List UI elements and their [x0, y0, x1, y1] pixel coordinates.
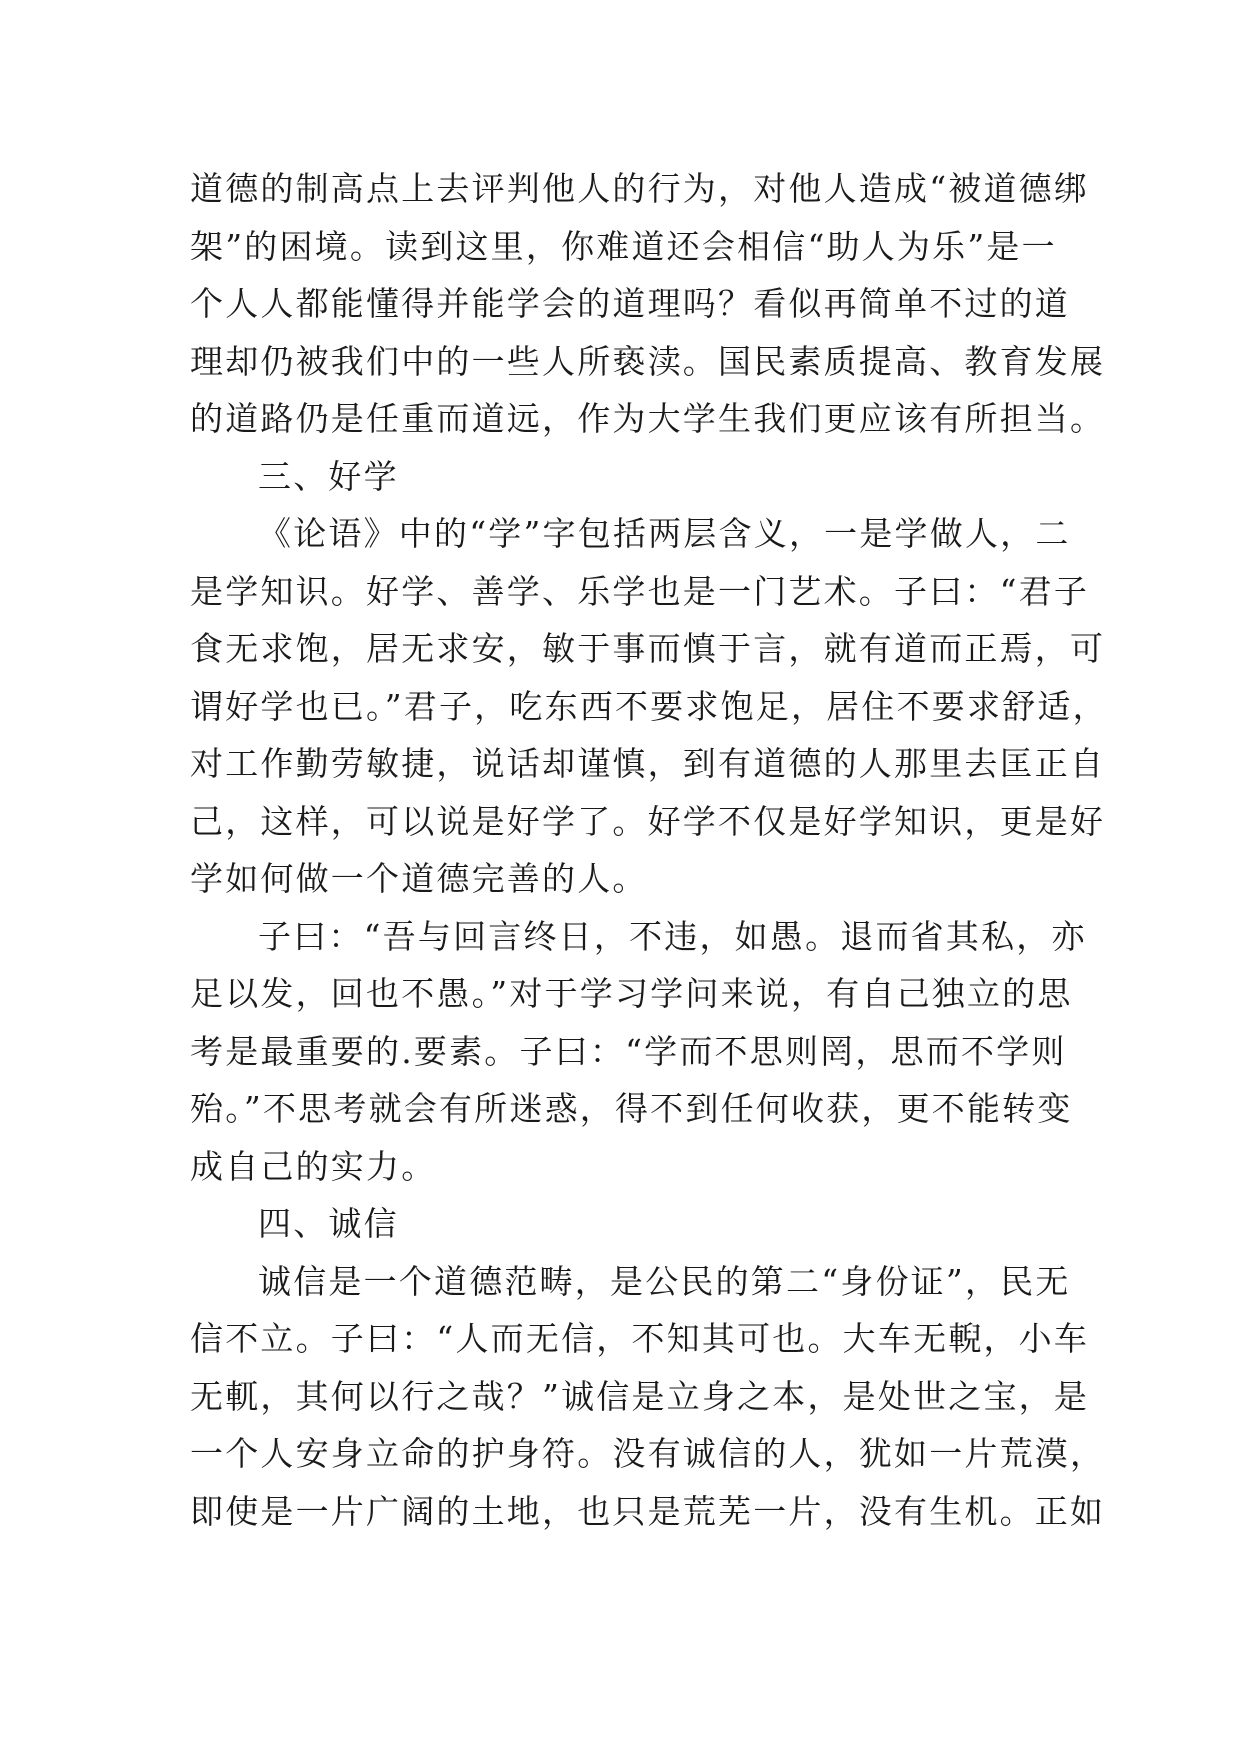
text-line: 理却仍被我们中的一些人所亵渎。国民素质提高、教育发展: [190, 341, 1106, 381]
text-line: 己，这样，可以说是好学了。好学不仅是好学知识，更是好: [190, 801, 1106, 841]
text-line: 三、好学: [258, 456, 399, 496]
text-line: 学如何做一个道德完善的人。: [190, 859, 648, 898]
text-line: 殆。”不思考就会有所迷惑，得不到任何收获，更不能转变: [190, 1089, 1073, 1128]
text-line: 即使是一片广阔的土地，也只是荒芜一片，没有生机。正如: [190, 1491, 1106, 1531]
text-line: 无軏，其何以行之哉？”诚信是立身之本，是处世之宝，是: [190, 1376, 1090, 1416]
text-line: 足以发，回也不愚。”对于学习学问来说，有自己独立的思: [190, 974, 1073, 1013]
text-line: 架”的困境。读到这里，你难道还会相信“助人为乐”是一: [190, 226, 1057, 266]
text-line: 食无求饱，居无求安，敏于事而慎于言，就有道而正焉，可: [190, 629, 1106, 668]
document-body: [190, 160, 1108, 1540]
text-line: 成自己的实力。: [190, 1146, 437, 1186]
text-line: 是学知识。好学、善学、乐学也是一门艺术。子曰：“君子: [190, 571, 1090, 611]
text-line: 诚信是一个道德范畴，是公民的第二“身份证”，民无: [258, 1261, 1071, 1301]
text-line: 《论语》中的“学”字包括两层含义，一是学做人，二: [258, 514, 1071, 553]
text-line: 道德的制高点上去评判他人的行为，对他人造成“被道德绑: [190, 169, 1090, 208]
text-line: 对工作勤劳敏捷，说话却谨慎，到有道德的人那里去匡正自: [190, 744, 1106, 783]
text-line: 四、诚信: [258, 1204, 399, 1243]
text-line: 的道路仍是任重而道远，作为大学生我们更应该有所担当。: [190, 399, 1106, 438]
text-line: 一个人安身立命的护身符。没有诚信的人，犹如一片荒漠，: [190, 1434, 1106, 1473]
text-line: 信不立。子曰：“人而无信，不知其可也。大车无輗，小车: [190, 1319, 1090, 1358]
text-line: 个人人都能懂得并能学会的道理吗？看似再简单不过的道: [190, 284, 1070, 323]
text-line: 子曰：“吾与回言终日，不违，如愚。退而省其私，亦: [258, 916, 1087, 956]
text-line: 考是最重要的.要素。子曰：“学而不思则罔，思而不学则: [190, 1031, 1067, 1071]
text-line: 谓好学也已。”君子，吃东西不要求饱足，居住不要求舒适，: [190, 686, 1108, 726]
